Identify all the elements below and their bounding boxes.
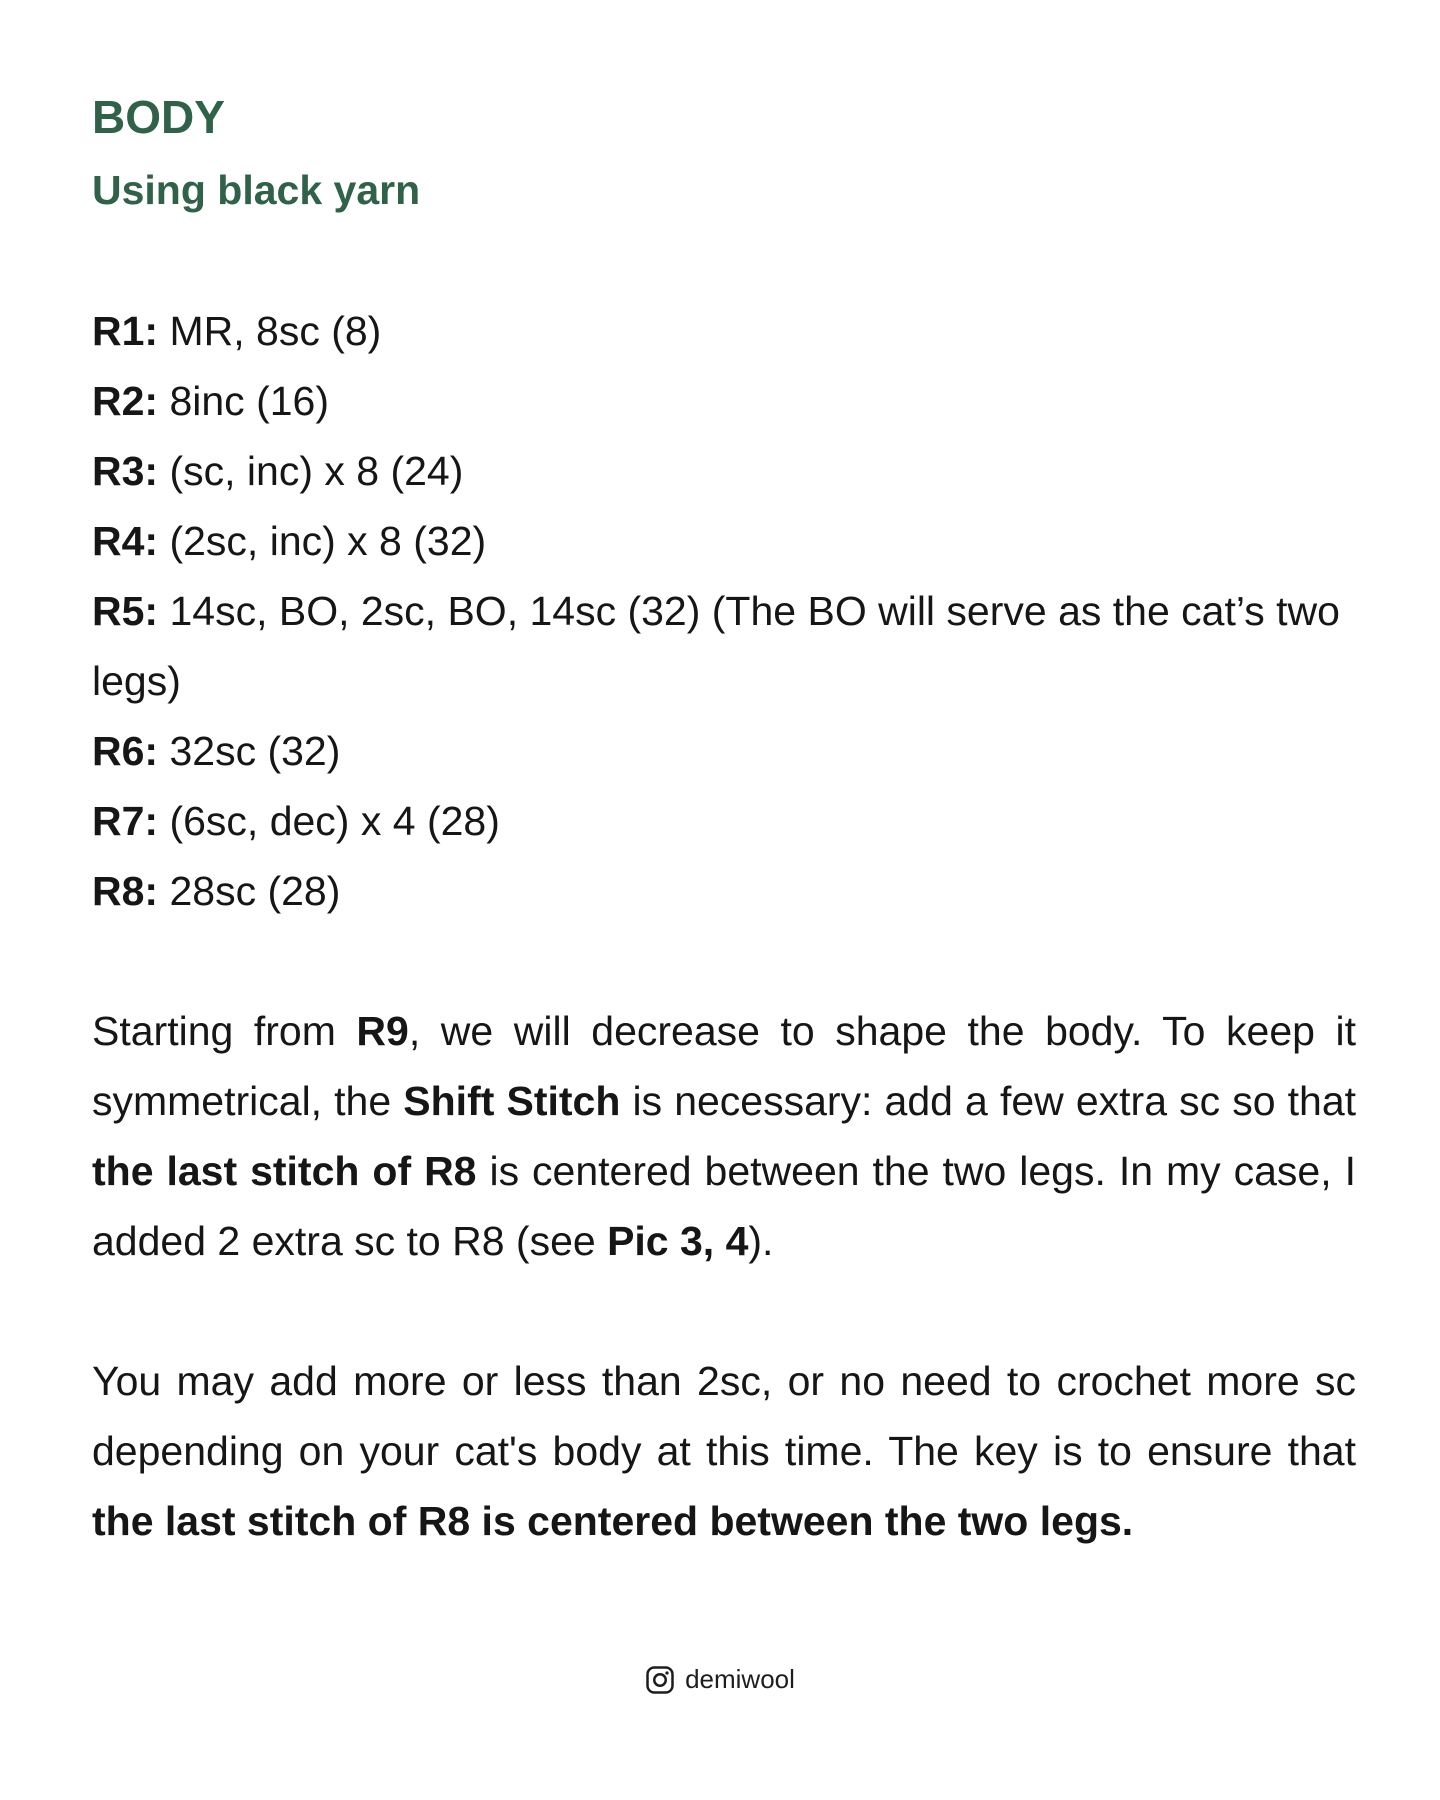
instagram-icon	[645, 1665, 675, 1695]
footer-credit	[0, 1664, 1440, 1695]
round-text: 8inc (16)	[158, 378, 329, 424]
round-text: MR, 8sc (8)	[158, 308, 382, 354]
round-list	[92, 296, 1356, 926]
round-r6	[92, 716, 1356, 786]
para-text: You may add more or less than 2sc, or no need to crochet more sc depending on your cat's body at this time. The key is to ensure that	[92, 1358, 1356, 1474]
footer-handle[interactable]: demiwool	[685, 1664, 795, 1694]
centering-note-paragraph	[92, 1346, 1356, 1556]
para-bold: the last stitch of R8	[92, 1148, 477, 1194]
para-text: is centered between the two legs. In my case, I added 2 extra sc to R8 (see	[92, 1148, 1356, 1264]
para-text: ).	[748, 1218, 774, 1264]
round-text: 14sc, BO, 2sc, BO, 14sc (32) (The BO will serve as the cat’s two legs)	[92, 588, 1340, 704]
section-title: BODY	[92, 91, 225, 143]
para-bold: Shift Stitch	[403, 1078, 621, 1124]
round-label: R1:	[92, 308, 159, 354]
section-subtitle: Using black yarn	[92, 167, 421, 213]
para-bold: R9	[356, 1008, 409, 1054]
round-label: R5:	[92, 588, 159, 634]
round-label: R8:	[92, 868, 159, 914]
round-r5	[92, 576, 1356, 716]
round-r2	[92, 366, 1356, 436]
round-text: (6sc, dec) x 4 (28)	[158, 798, 500, 844]
round-label: R7:	[92, 798, 159, 844]
round-label: R4:	[92, 518, 159, 564]
para-text: , we will decrease to shape the body. To keep it symmetrical, the	[92, 1008, 1356, 1124]
para-bold: the last stitch of R8 is centered between the two legs.	[92, 1498, 1134, 1544]
round-r8	[92, 856, 1356, 926]
para-text: Starting from	[92, 1008, 357, 1054]
round-label: R6:	[92, 728, 159, 774]
round-r1	[92, 296, 1356, 366]
round-text: 32sc (32)	[158, 728, 341, 774]
pattern-page	[92, 86, 1356, 1556]
round-r7	[92, 786, 1356, 856]
para-text: is necessary: add a few extra sc so that	[620, 1078, 1357, 1124]
round-label: R2:	[92, 378, 159, 424]
round-label: R3:	[92, 448, 159, 494]
round-r3	[92, 436, 1356, 506]
round-text: (2sc, inc) x 8 (32)	[158, 518, 487, 564]
shift-stitch-paragraph	[92, 996, 1356, 1276]
round-text: (sc, inc) x 8 (24)	[158, 448, 464, 494]
para-bold: Pic 3, 4	[607, 1218, 749, 1264]
round-text: 28sc (28)	[158, 868, 341, 914]
round-r4	[92, 506, 1356, 576]
